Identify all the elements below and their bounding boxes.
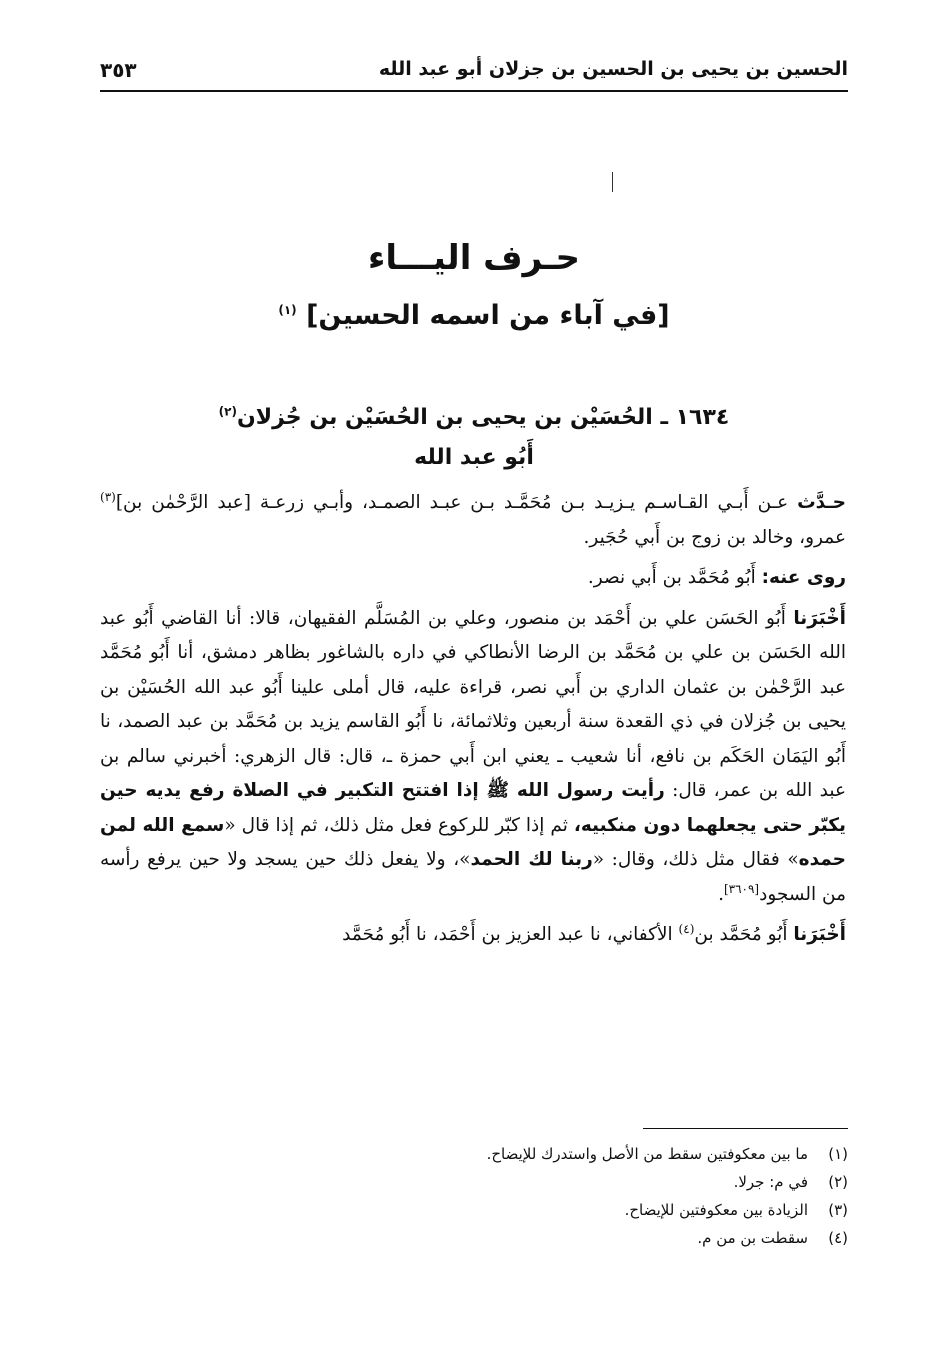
- footnote-text: ما بين معكوفتين سقط من الأصل واستدرك للإيضاح.: [486, 1145, 808, 1163]
- paragraph-lead: حـدَّث: [797, 492, 846, 513]
- paragraph-text: أَبُو مُحَمَّد بن أَبي نصر.: [587, 567, 762, 588]
- footnote-number: (٤): [828, 1229, 848, 1247]
- section-subtitle: [100, 300, 848, 331]
- paragraph-text: ثم إذا كبّر للركوع فعل مثل ذلك، ثم إذا قال «: [224, 814, 574, 836]
- paragraph-text: » فقال مثل ذلك، وقال: «: [592, 849, 799, 870]
- paragraph-text: عـن أَبـي القـاسـم يـزيـد بـن مُحَمَّـد بـن عبـد الصمـد، وأبـي زرعـة [عبد الرَّحْمٰن بن]: [115, 492, 798, 513]
- paragraph-lead: أَخْبَرَنا: [793, 924, 846, 945]
- footnote-text: سقطت بن من م.: [697, 1229, 808, 1247]
- page-number: ٣٥٣: [100, 58, 137, 82]
- paragraph-lead: روى عنه:: [761, 567, 846, 588]
- footnote-number: (٢): [828, 1173, 848, 1191]
- footnote-ref: (٤): [678, 921, 695, 936]
- hadith-text: رأيت رسول الله ﷺ إذا افتتح التكبير في الصلاة رفع يديه حين يكبّر حتى يجعلهما دون منكبيه،: [100, 780, 846, 836]
- footnotes: [100, 1140, 848, 1252]
- footnote-item: [100, 1196, 848, 1224]
- hadith-text: ربنا لك الحمد: [470, 849, 593, 870]
- paragraph-text: .: [718, 883, 724, 905]
- paragraph-text: عمرو، وخالد بن زوج بن أَبي حُجَير.: [583, 526, 846, 548]
- main-text: [100, 486, 846, 959]
- footnote-item: [100, 1224, 848, 1252]
- paragraph-text: أَبُو مُحَمَّد بن: [694, 924, 794, 945]
- footnote-ref: (١): [278, 303, 297, 317]
- stray-mark: [612, 172, 613, 192]
- paragraph-lead: أَخْبَرَنا: [793, 607, 846, 629]
- entry-kunya: أَبُو عبد الله: [414, 445, 534, 470]
- footnote-ref: (٢): [218, 404, 237, 419]
- footnote-ref: (٣): [100, 489, 116, 504]
- section-subtitle-text: [في آباء من اسمه الحسين]: [306, 300, 670, 331]
- hadith-text: سمع الله لمن حمده: [100, 814, 847, 870]
- running-title: الحسين بن يحيى بن الحسين بن جزلان أبو عبد الله: [378, 58, 848, 80]
- footnote-text: في م: جرلا.: [733, 1173, 808, 1191]
- footnote-number: (١): [828, 1145, 848, 1163]
- footnote-item: [100, 1168, 848, 1196]
- footnote-item: [100, 1140, 848, 1168]
- paragraph-narrated: [100, 486, 846, 555]
- entry-heading: [100, 398, 848, 478]
- running-header: [100, 58, 848, 92]
- paragraph-text: الأكفاني، نا عبد العزيز بن أَحْمَد، نا أَبُو مُحَمَّد: [342, 924, 679, 945]
- footnote-number: (٣): [828, 1201, 848, 1219]
- section-title: حـرف اليـــاء: [368, 238, 580, 278]
- footnote-divider: [643, 1128, 848, 1129]
- paragraph-continued: [100, 918, 846, 953]
- paragraph-hadith: [100, 602, 846, 913]
- entry-name: ١٦٣٤ ـ الحُسَيْن بن يحيى بن الحُسَيْن بن جُزلان: [236, 405, 730, 430]
- hadith-reference: [٣٦٠٩]: [723, 881, 760, 896]
- paragraph-text: أَبُو الحَسَن علي بن أَحْمَد بن منصور، وعلي بن المُسَلَّم الفقيهان، قالا: أنا القاضي أَبُو عبد الله الحَسَن بن علي بن مُحَمَّد بن الرضا الأنطاكي في داره بالشاغور بظاهر دمشق، أنا أَبُو مُحَمَّد عبد الرَّحْمٰن بن عثمان الداري بن أَبي نصر، قراءة عليه، قال أملى علينا أَبُو عبد الله الحُسَيْن بن يحيى بن جُزلان في ذي القعدة سنة أربعين وثلاثمائة، نا أَبُو القاسم يزيد بن مُحَمَّد بن عبد الصمد، نا أَبُو اليَمَان الحَكَم بن نافع، أنا شعيب ـ يعني ابن أَبي حمزة ـ، قال: قال الزهري: أخبرني سالم بن عبد الله بن عمر، قال:: [100, 607, 846, 801]
- footnote-text: الزيادة بين معكوفتين للإيضاح.: [624, 1201, 808, 1219]
- paragraph-text: »، ولا يفعل ذلك حين يسجد ولا حين يرفع رأسه من السجود: [100, 849, 846, 905]
- entry-heading-line1: [100, 398, 848, 438]
- paragraph-narrators: [100, 561, 846, 596]
